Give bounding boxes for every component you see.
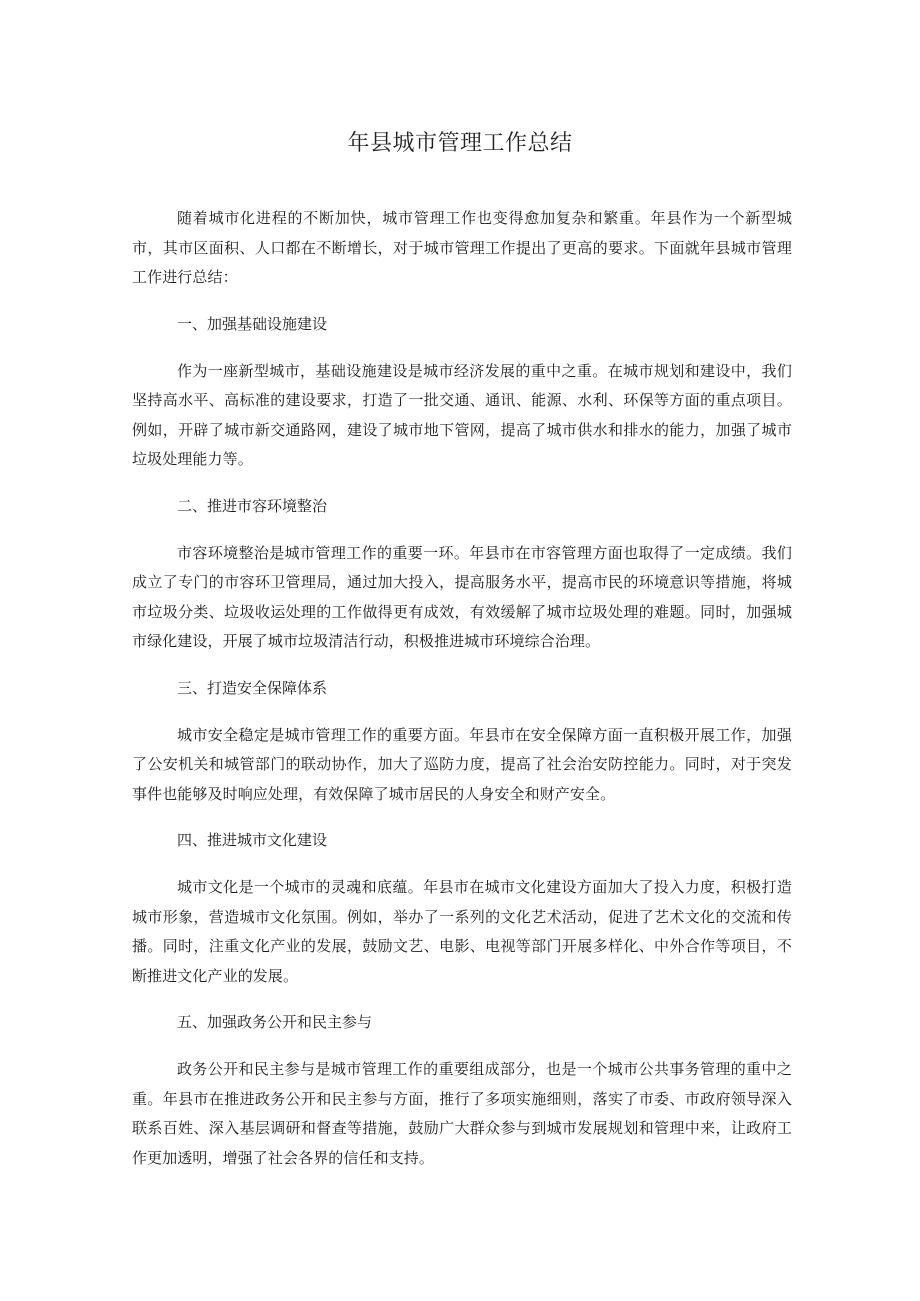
document-title: 年县城市管理工作总结 xyxy=(347,131,573,156)
document-body xyxy=(132,204,792,1191)
section-city-appearance xyxy=(132,493,792,657)
section-paragraph: 城市安全稳定是城市管理工作的重要方面。年县市在安全保障方面一直积极开展工作，加强了公安机关和城管部门的联动协作，加大了巡防力度，提高了社会治安防控能力。同时，对于突发事件也能够及时响应处理，有效保障了城市居民的人身安全和财产安全。 xyxy=(132,725,792,803)
section-paragraph: 政务公开和民主参与是城市管理工作的重要组成部分，也是一个城市公共事务管理的重中之重。年县市在推进政务公开和民主参与方面，推行了多项实施细则，落实了市委、市政府领导深入联系百姓、深入基层调研和督查等措施，鼓励广大群众参与到城市发展规划和管理中来，让政府工作更加透明，增强了社会各界的信任和支持。 xyxy=(132,1060,792,1167)
section-heading: 二、推进市容环境整治 xyxy=(177,496,328,515)
intro-paragraph: 随着城市化进程的不断加快，城市管理工作也变得愈加复杂和繁重。年县作为一个新型城市，其市区面积、人口都在不断增长，对于城市管理工作提出了更高的要求。下面就年县城市管理工作进行总结： xyxy=(132,209,792,286)
section-transparency xyxy=(132,1009,792,1173)
section-heading: 一、加强基础设施建设 xyxy=(177,314,328,333)
section-paragraph: 城市文化是一个城市的灵魂和底蕴。年县市在城市文化建设方面加大了投入力度，积极打造城市形象，营造城市文化氛围。例如，举办了一系列的文化艺术活动，促进了艺术文化的交流和传播。同时，注重文化产业的发展，鼓励文艺、电影、电视等部门开展多样化、中外合作等项目，不断推进文化产业的发展。 xyxy=(132,878,792,985)
section-heading: 三、打造安全保障体系 xyxy=(177,678,328,697)
section-heading: 五、加强政务公开和民主参与 xyxy=(177,1013,373,1031)
section-culture xyxy=(132,827,792,991)
section-paragraph: 作为一座新型城市，基础设施建设是城市经济发展的重中之重。在城市规划和建设中，我们坚持高水平、高标准的建设要求，打造了一批交通、通讯、能源、水利、环保等方面的重点项目。例如，开辟了城市新交通路网，建设了城市地下管网，提高了城市供水和排水的能力，加强了城市垃圾处理能力等。 xyxy=(132,361,792,468)
section-safety xyxy=(132,675,792,810)
section-heading: 四、推进城市文化建设 xyxy=(177,831,328,849)
section-paragraph: 市容环境整治是城市管理工作的重要一环。年县市在市容管理方面也取得了一定成绩。我们成立了专门的市容环卫管理局，通过加大投入，提高服务水平，提高市民的环境意识等措施，将城市垃圾分类、垃圾收运处理的工作做得更有成效，有效缓解了城市垃圾处理的难题。同时，加强城市绿化建设，开展了城市垃圾清洁行动，积极推进城市环境综合治理。 xyxy=(132,543,792,650)
section-infrastructure xyxy=(132,311,792,475)
